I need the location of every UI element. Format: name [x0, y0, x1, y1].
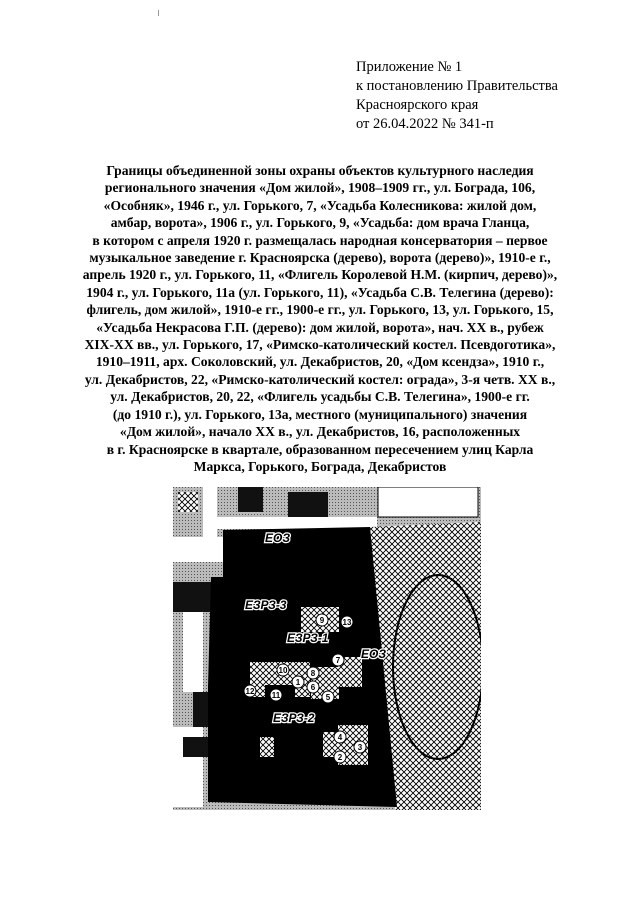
object-number: 10 [278, 666, 288, 675]
title-line: апрель 1920 г., ул. Горького, 11, «Флигель Королевой Н.М. (кирпич, дерево)», [82, 267, 558, 283]
object-number: 12 [245, 687, 255, 696]
scan-mark [158, 10, 159, 16]
object-marker-2 [334, 751, 346, 763]
object-marker-7 [332, 654, 344, 666]
object-number: 11 [271, 691, 281, 700]
zone-label: ЕЗРЗ-2 [273, 711, 315, 725]
zone-label: ЕЗРЗ-3 [245, 598, 287, 612]
title-line: в г. Красноярске в квартале, образованном пересечением улиц Карла [106, 441, 534, 457]
object-number: 13 [342, 618, 352, 627]
object-marker-9 [316, 614, 328, 626]
building [173, 582, 213, 612]
object-marker-11 [270, 689, 282, 701]
object-marker-6 [307, 681, 319, 693]
title-line: амбар, ворота», 1906 г., ул. Горького, 9, «Усадьба: дом врача Гланца, [110, 215, 530, 231]
object-number: 5 [325, 693, 331, 702]
heritage-building [178, 492, 198, 512]
title-line: регионального значения «Дом жилой», 1908–1909 гг., ул. Бограда, 106, [104, 180, 536, 196]
object-marker-8 [307, 667, 319, 679]
title-line: «Усадьба Некрасова Г.П. (дерево): дом жилой, ворота», нач. XX в., рубеж [96, 319, 544, 335]
title-line: ул. Декабристов, 20, 22, «Флигель усадьбы С.В. Телегина», 1900-е гг. [110, 389, 530, 405]
park-boundary [393, 575, 481, 759]
title-line: Границы объединенной зоны охраны объектов культурного наследия [106, 163, 534, 178]
object-marker-5 [322, 691, 334, 703]
object-number: 6 [310, 683, 316, 692]
title-line: XIX-XX вв., ул. Горького, 17, «Римско-католический костел. Псевдоготика», [84, 337, 556, 353]
object-marker-12 [244, 685, 256, 697]
title-line: 1910–1911, арх. Соколовский, ул. Декабристов, 20, «Дом ксендза», 1910 г., [95, 354, 545, 370]
title-line: ул. Декабристов, 22, «Римско-католический костел: ограда», 3-я четв. XX в., [84, 371, 556, 387]
appendix-line: к постановлению Правительства [356, 78, 558, 94]
object-number: 9 [319, 616, 325, 625]
object-marker-3 [354, 741, 366, 753]
object-number: 1 [295, 678, 301, 687]
title-line: «Особняк», 1946 г., ул. Горького, 7, «Усадьба Колесникова: жилой дом, [103, 197, 537, 213]
title-line: флигель, дом жилой», 1910-е гг., 1900-е гг., ул. Горького, 13, ул. Горького, 15, [86, 302, 554, 318]
title-line: 1904 г., ул. Горького, 11а (ул. Горького, 11), «Усадьба С.В. Телегина (дерево): [86, 284, 554, 300]
title-line: в котором с апреля 1920 г. размещалась народная консерватория – первое [92, 232, 548, 248]
building [288, 492, 328, 517]
object-marker-13 [341, 616, 353, 628]
title-line: музыкальное заведение г. Красноярска (дерево), ворота (дерево)», 1910-е г., [89, 250, 551, 266]
zone-label: ЕОЗ [361, 647, 387, 661]
zone-map [173, 487, 481, 810]
title-line: Маркса, Горького, Бограда, Декабристов [193, 458, 447, 474]
object-number: 7 [335, 656, 341, 665]
building [238, 487, 263, 512]
object-number: 4 [337, 733, 343, 742]
object-number: 8 [310, 669, 316, 678]
zone-label: ЕОЗ [265, 531, 291, 545]
document-title [70, 162, 570, 475]
zone-label: ЕЗРЗ-1 [287, 631, 329, 645]
object-marker-10 [277, 664, 289, 676]
appendix-header [356, 58, 558, 134]
object-number: 3 [357, 743, 363, 752]
object-marker-1 [292, 676, 304, 688]
appendix-line: Красноярского края [356, 97, 479, 113]
object-number: 2 [337, 753, 343, 762]
object-marker-4 [334, 731, 346, 743]
title-line: «Дом жилой», начало XX в., ул. Декабристов, 16, расположенных [119, 424, 521, 440]
appendix-line: от 26.04.2022 № 341-п [356, 116, 494, 132]
appendix-line: Приложение № 1 [356, 59, 463, 75]
title-line: (до 1910 г.), ул. Горького, 13а, местного (муниципального) значения [112, 406, 528, 422]
